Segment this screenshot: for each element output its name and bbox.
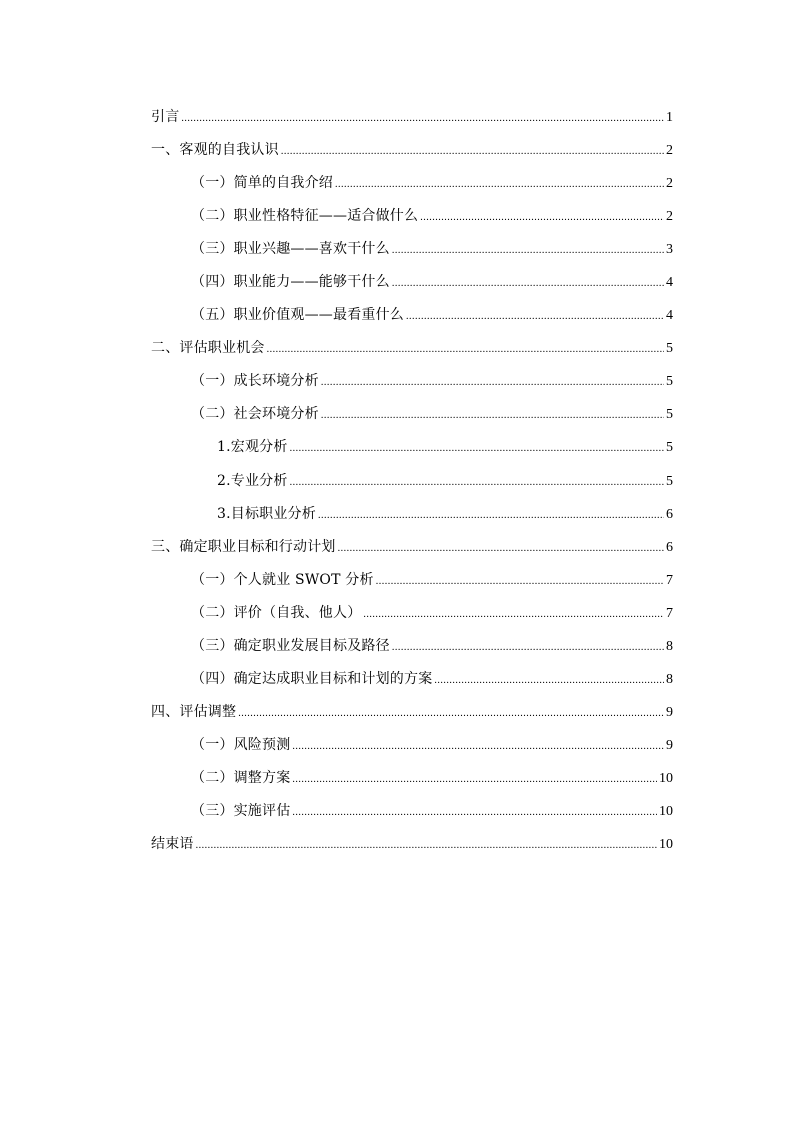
toc-entry-page-number: 7 bbox=[666, 572, 673, 588]
toc-dot-leader bbox=[238, 697, 664, 730]
toc-entry[interactable] bbox=[151, 498, 673, 531]
toc-entry[interactable] bbox=[151, 729, 673, 762]
toc-dot-leader bbox=[292, 796, 657, 829]
toc-entry[interactable] bbox=[151, 431, 673, 464]
toc-entry-page-number: 2 bbox=[666, 209, 673, 225]
toc-entry[interactable] bbox=[151, 101, 673, 134]
toc-dot-leader bbox=[335, 168, 664, 201]
toc-dot-leader bbox=[196, 829, 657, 862]
toc-dot-leader bbox=[392, 234, 664, 267]
toc-entry-title: 一、客观的自我认识 bbox=[151, 142, 279, 159]
toc-entry-page-number: 9 bbox=[666, 704, 673, 720]
toc-entry-page-number: 5 bbox=[666, 473, 673, 489]
toc-entry-title: （五）职业价值观——最看重什么 bbox=[191, 307, 404, 324]
toc-dot-leader bbox=[321, 399, 664, 432]
toc-entry-page-number: 2 bbox=[666, 176, 673, 192]
toc-entry-title: 2.专业分析 bbox=[217, 472, 288, 489]
toc-entry-page-number: 5 bbox=[666, 440, 673, 456]
toc-entry[interactable] bbox=[151, 630, 673, 663]
toc-dot-leader bbox=[376, 565, 664, 598]
toc-dot-leader bbox=[338, 532, 664, 565]
toc-entry-title: （一）成长环境分析 bbox=[191, 373, 319, 390]
toc-entry-page-number: 8 bbox=[666, 671, 673, 687]
toc-entry[interactable] bbox=[151, 795, 673, 828]
toc-dot-leader bbox=[406, 300, 664, 333]
toc-entry[interactable] bbox=[151, 134, 673, 167]
toc-entry-page-number: 5 bbox=[666, 341, 673, 357]
toc-dot-leader bbox=[181, 102, 664, 135]
toc-entry-title: （三）实施评估 bbox=[191, 802, 291, 819]
toc-dot-leader bbox=[267, 333, 664, 366]
toc-entry[interactable] bbox=[151, 365, 673, 398]
toc-entry[interactable] bbox=[151, 233, 673, 266]
toc-entry-page-number: 3 bbox=[666, 242, 673, 258]
toc-entry-title: （一）简单的自我介绍 bbox=[191, 175, 333, 192]
toc-entry[interactable] bbox=[151, 663, 673, 696]
toc-dot-leader bbox=[290, 466, 664, 499]
toc-entry-page-number: 5 bbox=[666, 407, 673, 423]
toc-entry-title: 三、确定职业目标和行动计划 bbox=[151, 538, 336, 555]
toc-entry-page-number: 6 bbox=[666, 539, 673, 555]
toc-entry[interactable] bbox=[151, 398, 673, 431]
toc-entry[interactable] bbox=[151, 299, 673, 332]
toc-entry-page-number: 9 bbox=[666, 737, 673, 753]
toc-dot-leader bbox=[292, 730, 664, 763]
toc-dot-leader bbox=[392, 631, 664, 664]
toc-dot-leader bbox=[420, 201, 664, 234]
toc-entry-page-number: 4 bbox=[666, 275, 673, 291]
toc-entry-page-number: 7 bbox=[666, 605, 673, 621]
toc-entry-title: （二）社会环境分析 bbox=[191, 406, 319, 423]
toc-dot-leader bbox=[281, 135, 664, 168]
toc-entry[interactable] bbox=[151, 597, 673, 630]
toc-dot-leader bbox=[321, 366, 664, 399]
toc-entry-title: （二）调整方案 bbox=[191, 769, 291, 786]
toc-entry-title: （二）职业性格特征——适合做什么 bbox=[191, 208, 419, 225]
toc-entry-page-number: 1 bbox=[666, 110, 673, 125]
toc-entry[interactable] bbox=[151, 332, 673, 365]
toc-entry-title: 1.宏观分析 bbox=[217, 439, 288, 456]
toc-entry[interactable] bbox=[151, 266, 673, 299]
toc-entry-page-number: 10 bbox=[659, 803, 673, 819]
toc-dot-leader bbox=[392, 267, 664, 300]
table-of-contents bbox=[151, 101, 673, 861]
toc-entry-page-number: 8 bbox=[666, 638, 673, 654]
toc-entry[interactable] bbox=[151, 762, 673, 795]
toc-dot-leader bbox=[290, 432, 664, 465]
toc-entry-title: （四）职业能力——能够干什么 bbox=[191, 274, 390, 291]
toc-entry-page-number: 4 bbox=[666, 308, 673, 324]
toc-entry[interactable] bbox=[151, 200, 673, 233]
toc-entry-title: （三）确定职业发展目标及路径 bbox=[191, 637, 390, 654]
toc-entry-page-number: 5 bbox=[666, 374, 673, 390]
toc-entry-page-number: 6 bbox=[666, 506, 673, 522]
toc-entry-title: 二、评估职业机会 bbox=[151, 340, 265, 357]
toc-dot-leader bbox=[434, 664, 664, 697]
toc-dot-leader bbox=[318, 499, 664, 532]
toc-entry-title: （二）评价（自我、他人） bbox=[191, 604, 362, 621]
toc-entry-title: 结束语 bbox=[151, 836, 194, 853]
toc-entry-page-number: 2 bbox=[666, 143, 673, 159]
toc-entry-title: （三）职业兴趣——喜欢干什么 bbox=[191, 241, 390, 258]
toc-dot-leader bbox=[292, 763, 657, 796]
toc-entry-title: 引言 bbox=[151, 109, 180, 125]
toc-entry-title: 3.目标职业分析 bbox=[217, 505, 316, 522]
toc-entry[interactable] bbox=[151, 167, 673, 200]
toc-entry[interactable] bbox=[151, 696, 673, 729]
toc-entry-title: （四）确定达成职业目标和计划的方案 bbox=[191, 670, 433, 687]
toc-entry-page-number: 10 bbox=[659, 770, 673, 786]
toc-entry-title: （一）个人就业 SWOT 分析 bbox=[191, 571, 374, 588]
toc-entry-title: （一）风险预测 bbox=[191, 736, 291, 753]
toc-dot-leader bbox=[363, 598, 664, 631]
toc-entry[interactable] bbox=[151, 531, 673, 564]
toc-entry[interactable] bbox=[151, 828, 673, 861]
toc-entry[interactable] bbox=[151, 564, 673, 597]
toc-entry-page-number: 10 bbox=[659, 837, 673, 853]
toc-entry-title: 四、评估调整 bbox=[151, 703, 237, 720]
toc-entry[interactable] bbox=[151, 465, 673, 498]
